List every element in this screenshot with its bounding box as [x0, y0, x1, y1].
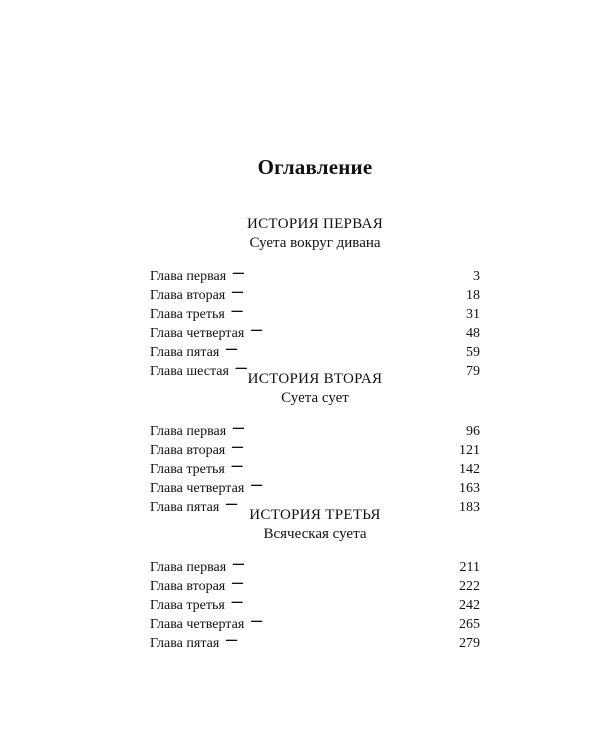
chapter-page-number: 79 [466, 364, 480, 379]
chapter-page-number: 279 [459, 636, 480, 651]
chapter-entry[interactable] [150, 416, 480, 439]
chapter-page-number: 18 [466, 288, 480, 303]
chapter-page-number: 265 [459, 617, 480, 632]
dot-leader [250, 318, 466, 337]
section-heading: ИСТОРИЯ ВТОРАЯ [247, 371, 383, 387]
page-title: Оглавление [257, 155, 373, 179]
chapter-page-number: 242 [459, 598, 480, 613]
section-subtitle: Суета сует [281, 390, 349, 406]
chapter-page-number: 222 [459, 579, 480, 594]
chapter-label: Глава вторая [150, 288, 226, 303]
chapter-label: Глава третья [150, 462, 225, 477]
chapter-entry[interactable] [150, 261, 480, 284]
chapter-page-number: 96 [466, 424, 480, 439]
dot-leader [232, 552, 459, 571]
chapter-label: Глава первая [150, 424, 227, 439]
chapter-label: Глава первая [150, 269, 227, 284]
dot-leader [225, 628, 459, 647]
dot-leader [250, 609, 459, 628]
chapter-label: Глава четвертая [150, 481, 245, 496]
dot-leader [231, 571, 459, 590]
dot-leader [232, 261, 473, 280]
dot-leader [231, 454, 459, 473]
dot-leader [250, 473, 459, 492]
chapter-page-number: 48 [466, 326, 480, 341]
chapter-label: Глава четвертая [150, 326, 245, 341]
section-subtitle: Всяческая суета [263, 526, 367, 542]
dot-leader [225, 337, 466, 356]
chapter-label: Глава четвертая [150, 617, 245, 632]
dot-leader [231, 435, 459, 454]
chapter-entry[interactable] [150, 552, 480, 575]
story-section-3 [150, 506, 480, 651]
chapter-page-number: 59 [466, 345, 480, 360]
chapter-list [150, 552, 480, 651]
chapter-page-number: 3 [473, 269, 480, 284]
chapter-label: Глава вторая [150, 579, 226, 594]
dot-leader [232, 416, 466, 435]
chapter-page-number: 211 [459, 560, 480, 575]
chapter-label: Глава вторая [150, 443, 226, 458]
chapter-page-number: 31 [466, 307, 480, 322]
dot-leader [231, 299, 466, 318]
section-heading: ИСТОРИЯ ТРЕТЬЯ [249, 507, 381, 523]
chapter-label: Глава третья [150, 598, 225, 613]
chapter-label: Глава шестая [150, 364, 229, 379]
chapter-label: Глава третья [150, 307, 225, 322]
chapter-page-number: 163 [459, 481, 480, 496]
chapter-label: Глава пятая [150, 345, 220, 360]
chapter-label: Глава первая [150, 560, 227, 575]
dot-leader [231, 280, 466, 299]
chapter-label: Глава пятая [150, 500, 220, 515]
section-heading: ИСТОРИЯ ПЕРВАЯ [247, 216, 383, 232]
chapter-page-number: 142 [459, 462, 480, 477]
chapter-page-number: 121 [459, 443, 480, 458]
chapter-label: Глава пятая [150, 636, 220, 651]
dot-leader [231, 590, 459, 609]
chapter-page-number: 183 [459, 500, 480, 515]
section-subtitle: Суета вокруг дивана [249, 235, 381, 251]
